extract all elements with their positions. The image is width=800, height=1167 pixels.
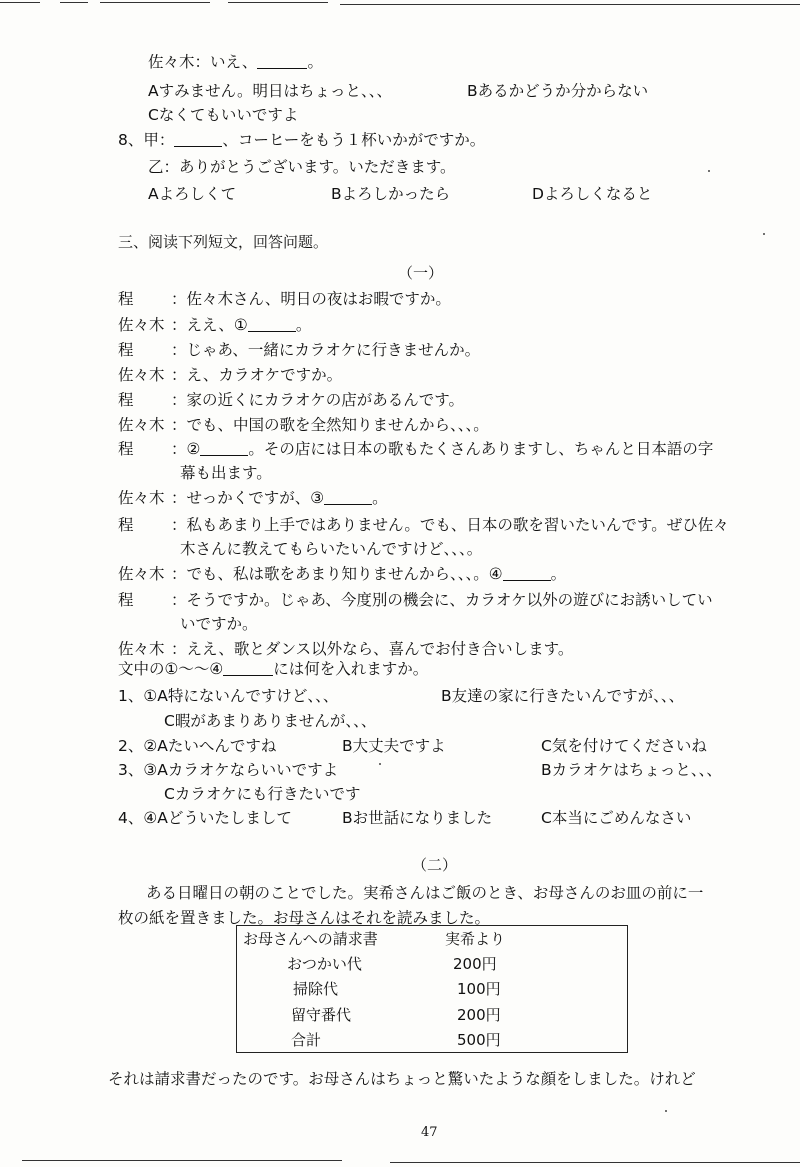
q7-option-a: Aすみません。明日はちょっと、、、 <box>148 82 393 100</box>
q7-period: 。 <box>307 53 323 71</box>
question-prompt-blank <box>223 660 273 677</box>
q4-number: 4、 <box>118 809 144 827</box>
dialogue-speaker: 程 <box>118 440 134 458</box>
scan-speck <box>708 170 710 172</box>
story-line-3: それは請求書だったのです。お母さんはちょっと驚いたような顔をしました。けれど <box>108 1070 696 1088</box>
dialogue-blank <box>503 565 551 582</box>
scan-speck <box>379 763 381 765</box>
q1-option-a: ①A特にないんですけど、、、 <box>143 687 339 705</box>
q7-answer-line <box>148 50 323 72</box>
dialogue-blank <box>324 489 372 506</box>
q4-row <box>118 806 292 828</box>
dialogue-text: ：でも、私は歌をあまり知りませんから、、、。④ <box>171 565 503 583</box>
dialogue-line <box>118 588 713 610</box>
q3-number: 3、 <box>118 761 144 779</box>
scan-edge-line <box>22 1160 342 1161</box>
scan-edge-line <box>340 4 800 5</box>
invoice-item: 留守番代 <box>291 1005 352 1024</box>
invoice-header-row <box>237 926 628 952</box>
dialogue-speaker: 佐々木 <box>118 640 165 658</box>
dialogue-continuation: 木さんに教えてもらいたいんですけど、、、。 <box>180 540 483 558</box>
invoice-table <box>236 925 628 1053</box>
dialogue-blank <box>248 316 296 333</box>
q8-option-a: Aよろしくて <box>148 185 237 203</box>
q8-prompt <box>118 128 485 150</box>
dialogue-speaker: 佐々木 <box>118 489 165 507</box>
q8-reply: 乙：ありがとうございます。いただきます。 <box>148 158 456 176</box>
invoice-amount: 200円 <box>453 955 497 974</box>
q2-option-c: C気を付けてくださいね <box>541 737 707 755</box>
part-2-title: （二） <box>412 856 458 874</box>
q1-option-b: B友達の家に行きたいんですが、、、 <box>441 687 685 705</box>
dialogue-continuation: 幕も出ます。 <box>180 464 272 482</box>
q2-row <box>118 734 276 756</box>
q3-option-a: ③Aカラオケならいいですよ <box>143 761 339 779</box>
invoice-row <box>237 976 628 1001</box>
q8-speaker: 甲： <box>143 131 175 149</box>
q3-option-b: Bカラオケはちょっと、、、 <box>541 761 722 779</box>
q1-number: 1、 <box>118 687 144 705</box>
dialogue-text: ：家の近くにカラオケの店があるんです。 <box>171 391 464 409</box>
dialogue-speaker: 程 <box>118 341 134 359</box>
dialogue-speaker: 程 <box>118 591 134 609</box>
part-1-title: （一） <box>398 264 444 282</box>
dialogue-text: ：そうですか。じゃあ、今度別の機会に、カラオケ以外の遊びにお誘いしてい <box>171 591 713 609</box>
dialogue-line <box>118 287 451 309</box>
q8-number: 8、 <box>118 131 144 149</box>
q2-number: 2、 <box>118 737 144 755</box>
page-number: 47 <box>421 1125 438 1140</box>
invoice-total-label: 合計 <box>291 1030 322 1049</box>
invoice-item: 掃除代 <box>293 980 339 999</box>
dialogue-continuation: いですか。 <box>180 615 258 633</box>
section-3-title: 三、阅读下列短文，回答问题。 <box>118 233 329 251</box>
dialogue-text: ：せっかくですが、③ <box>171 489 325 507</box>
scan-edge-line <box>60 2 88 3</box>
q3-row <box>118 758 338 780</box>
dialogue-line <box>118 513 729 535</box>
q4-option-c: C本当にごめんなさい <box>541 809 692 827</box>
q2-option-b: B大丈夫ですよ <box>342 737 446 755</box>
question-prompt-text: 文中の①～～④ <box>118 660 224 678</box>
invoice-total-amount: 500円 <box>457 1030 501 1049</box>
q4-option-a: ④Aどういたしまして <box>143 809 292 827</box>
invoice-title: お母さんへの請求書 <box>243 930 378 949</box>
dialogue-line <box>118 437 713 459</box>
invoice-amount: 100円 <box>457 980 501 999</box>
dialogue-speaker: 佐々木 <box>118 316 165 334</box>
dialogue-text: ：じゃあ、一緒にカラオケに行きませんか。 <box>171 341 481 359</box>
dialogue-text-after-blank: 。その店には日本の歌もたくさんありますし、ちゃんと日本語の字 <box>248 440 714 458</box>
dialogue-speaker: 程 <box>118 290 134 308</box>
invoice-total-row <box>237 1027 628 1053</box>
dialogue-speaker: 程 <box>118 516 134 534</box>
dialogue-line <box>118 313 311 335</box>
invoice-amount: 200円 <box>457 1005 501 1024</box>
dialogue-speaker: 佐々木 <box>118 565 165 583</box>
q7-option-b: Bあるかどうか分からない <box>467 82 649 100</box>
dialogue-text: ：え、カラオケですか。 <box>171 366 343 384</box>
dialogue-text-after-blank: 。 <box>550 565 567 583</box>
dialogue-text-after-blank: 。 <box>372 489 388 507</box>
q8-option-b: Bよろしかったら <box>331 185 451 203</box>
dialogue-text: ：ええ、歌とダンス以外なら、喜んでお付き合いします。 <box>171 640 574 658</box>
question-prompt-text-end: には何を入れますか。 <box>273 660 429 678</box>
q8-text: 、コーヒーをもう１杯いかがですか。 <box>222 131 486 149</box>
story-line-1: ある日曜日の朝のことでした。実希さんはご飯のとき、お母さんのお皿の前に一 <box>146 884 704 902</box>
dialogue-line <box>118 388 464 410</box>
q4-option-b: Bお世話になりました <box>342 809 493 827</box>
invoice-row <box>237 1002 628 1027</box>
scan-edge-line <box>390 1162 800 1163</box>
scan-edge-line <box>0 2 40 3</box>
dialogue-line <box>118 338 480 360</box>
dialogue-line <box>118 562 566 584</box>
scan-edge-line <box>100 2 210 3</box>
dialogue-speaker: 佐々木 <box>118 416 165 434</box>
dialogue-text: ：② <box>171 440 201 458</box>
scan-speck <box>763 233 765 235</box>
dialogue-text: ：佐々木さん、明日の夜はお暇ですか。 <box>171 290 451 308</box>
dialogue-line <box>118 363 342 385</box>
q8-option-d: Dよろしくなると <box>532 185 653 203</box>
q1-option-c: C暇があまりありませんが、、、 <box>164 712 377 730</box>
dialogue-line <box>118 413 489 435</box>
q2-option-a: ②Aたいへんですね <box>143 737 277 755</box>
q3-option-c: Cカラオケにも行きたいです <box>164 785 361 803</box>
q7-option-c: Cなくてもいいですよ <box>148 106 299 124</box>
dialogue-blank <box>200 440 248 457</box>
dialogue-text-after-blank: 。 <box>295 316 312 334</box>
q7-blank <box>257 53 307 70</box>
invoice-row <box>237 951 628 976</box>
q8-blank <box>174 131 222 148</box>
scan-edge-line <box>228 2 328 3</box>
story-line-2: 枚の紙を置きました。お母さんはそれを読みました。 <box>118 909 491 927</box>
q7-speaker: 佐々木：いえ、 <box>148 53 258 71</box>
invoice-item: おつかい代 <box>287 955 362 974</box>
dialogue-text: ：私もあまり上手ではありません。でも、日本の歌を習いたいんです。ぜひ佐々 <box>171 516 729 534</box>
dialogue-text: ：ええ、① <box>171 316 248 334</box>
q1-row <box>118 684 338 706</box>
question-prompt <box>118 657 428 679</box>
dialogue-speaker: 程 <box>118 391 134 409</box>
dialogue-speaker: 佐々木 <box>118 366 165 384</box>
dialogue-line <box>118 637 573 659</box>
dialogue-text: ：でも、中国の歌を全然知りませんから、、、。 <box>171 416 489 434</box>
scan-speck <box>665 1110 667 1112</box>
invoice-from: 実希より <box>445 930 506 949</box>
dialogue-line <box>118 486 388 508</box>
